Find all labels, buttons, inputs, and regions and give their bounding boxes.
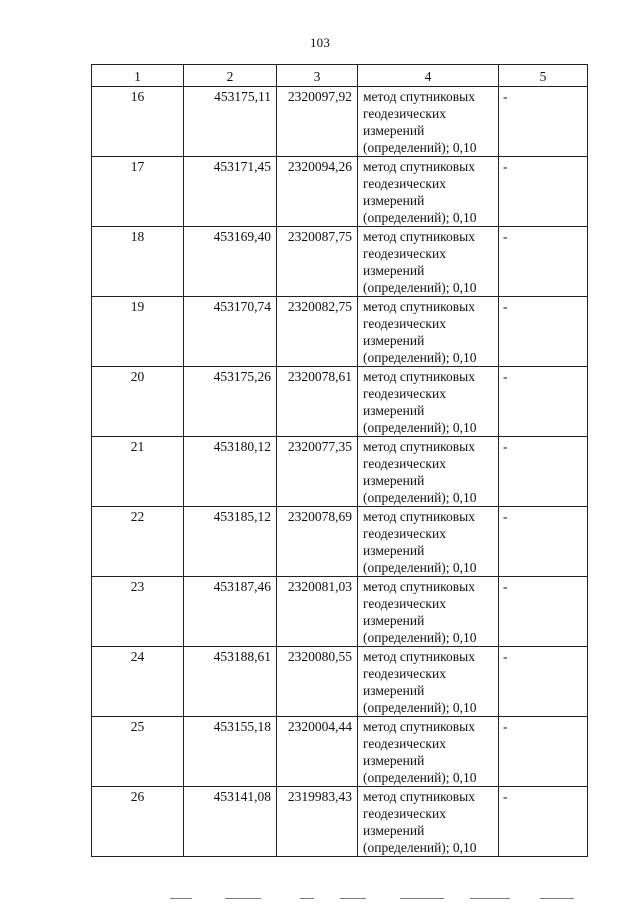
table-row	[92, 367, 588, 437]
method-text-line: геодезических	[363, 246, 446, 261]
method-cell	[358, 227, 499, 297]
x-coordinate-cell: 453185,12	[184, 507, 277, 577]
method-text-line: (определений); 0,10	[363, 490, 477, 505]
x-coordinate-cell: 453175,11	[184, 87, 277, 157]
method-text-line: измерений	[363, 823, 425, 838]
method-text-line: (определений); 0,10	[363, 840, 477, 855]
method-text-line: (определений); 0,10	[363, 280, 477, 295]
method-text-line: (определений); 0,10	[363, 350, 477, 365]
note-cell: -	[499, 577, 588, 647]
method-text-line: (определений); 0,10	[363, 560, 477, 575]
point-number-cell: 20	[92, 367, 184, 437]
method-text-line: измерений	[363, 473, 425, 488]
method-text-line: геодезических	[363, 176, 446, 191]
y-coordinate-cell: 2320087,75	[277, 227, 358, 297]
point-number-cell: 24	[92, 647, 184, 717]
method-text-line: измерений	[363, 123, 425, 138]
y-coordinate-cell: 2319983,43	[277, 787, 358, 857]
note-cell: -	[499, 647, 588, 717]
method-text-line: метод спутниковых	[363, 159, 475, 174]
method-cell	[358, 367, 499, 437]
method-text-line: (определений); 0,10	[363, 630, 477, 645]
point-number-cell: 17	[92, 157, 184, 227]
y-coordinate-cell: 2320094,26	[277, 157, 358, 227]
y-coordinate-cell: 2320077,35	[277, 437, 358, 507]
note-cell: -	[499, 717, 588, 787]
column-header: 4	[358, 65, 499, 87]
y-coordinate-cell: 2320081,03	[277, 577, 358, 647]
method-text-line: геодезических	[363, 526, 446, 541]
x-coordinate-cell: 453169,40	[184, 227, 277, 297]
method-text-line: метод спутниковых	[363, 649, 475, 664]
point-number-cell: 19	[92, 297, 184, 367]
point-number-cell: 18	[92, 227, 184, 297]
table-row	[92, 437, 588, 507]
note-cell: -	[499, 157, 588, 227]
method-text-line: метод спутниковых	[363, 369, 475, 384]
method-text-line: метод спутниковых	[363, 719, 475, 734]
method-text-line: (определений); 0,10	[363, 770, 477, 785]
y-coordinate-cell: 2320082,75	[277, 297, 358, 367]
column-header: 1	[92, 65, 184, 87]
method-cell	[358, 297, 499, 367]
y-coordinate-cell: 2320078,61	[277, 367, 358, 437]
coordinates-table-body	[92, 65, 588, 857]
method-text-line: метод спутниковых	[363, 579, 475, 594]
note-cell: -	[499, 787, 588, 857]
x-coordinate-cell: 453171,45	[184, 157, 277, 227]
x-coordinate-cell: 453180,12	[184, 437, 277, 507]
method-cell	[358, 647, 499, 717]
point-number-cell: 21	[92, 437, 184, 507]
method-text-line: измерений	[363, 333, 425, 348]
note-cell: -	[499, 297, 588, 367]
method-text-line: измерений	[363, 543, 425, 558]
method-text-line: геодезических	[363, 316, 446, 331]
method-text-line: метод спутниковых	[363, 229, 475, 244]
table-row	[92, 647, 588, 717]
method-cell	[358, 717, 499, 787]
point-number-cell: 25	[92, 717, 184, 787]
page-number: 103	[309, 35, 331, 50]
point-number-cell: 26	[92, 787, 184, 857]
point-number-cell: 16	[92, 87, 184, 157]
method-text-line: метод спутниковых	[363, 299, 475, 314]
y-coordinate-cell: 2320078,69	[277, 507, 358, 577]
note-cell: -	[499, 437, 588, 507]
table-row	[92, 577, 588, 647]
table-row	[92, 787, 588, 857]
note-cell: -	[499, 87, 588, 157]
coordinates-table	[91, 64, 588, 857]
table-row	[92, 227, 588, 297]
x-coordinate-cell: 453175,26	[184, 367, 277, 437]
y-coordinate-cell: 2320004,44	[277, 717, 358, 787]
table-row	[92, 87, 588, 157]
method-text-line: (определений); 0,10	[363, 420, 477, 435]
method-text-line: геодезических	[363, 386, 446, 401]
y-coordinate-cell: 2320097,92	[277, 87, 358, 157]
method-text-line: измерений	[363, 753, 425, 768]
method-text-line: измерений	[363, 263, 425, 278]
method-text-line: метод спутниковых	[363, 439, 475, 454]
column-header: 2	[184, 65, 277, 87]
method-text-line: геодезических	[363, 456, 446, 471]
method-text-line: измерений	[363, 193, 425, 208]
column-header: 3	[277, 65, 358, 87]
note-cell: -	[499, 507, 588, 577]
y-coordinate-cell: 2320080,55	[277, 647, 358, 717]
point-number-cell: 23	[92, 577, 184, 647]
method-text-line: метод спутниковых	[363, 789, 475, 804]
method-text-line: метод спутниковых	[363, 509, 475, 524]
method-text-line: геодезических	[363, 806, 446, 821]
x-coordinate-cell: 453188,61	[184, 647, 277, 717]
table-row	[92, 717, 588, 787]
point-number-cell: 22	[92, 507, 184, 577]
x-coordinate-cell: 453187,46	[184, 577, 277, 647]
note-cell: -	[499, 227, 588, 297]
x-coordinate-cell: 453155,18	[184, 717, 277, 787]
column-header: 5	[499, 65, 588, 87]
method-text-line: геодезических	[363, 736, 446, 751]
method-cell	[358, 437, 499, 507]
method-text-line: геодезических	[363, 106, 446, 121]
method-text-line: измерений	[363, 403, 425, 418]
page-bottom-edge-marks	[0, 896, 640, 902]
method-text-line: измерений	[363, 683, 425, 698]
method-cell	[358, 787, 499, 857]
method-cell	[358, 577, 499, 647]
x-coordinate-cell: 453170,74	[184, 297, 277, 367]
method-text-line: (определений); 0,10	[363, 210, 477, 225]
method-cell	[358, 87, 499, 157]
table-header-row	[92, 65, 588, 87]
method-text-line: геодезических	[363, 596, 446, 611]
method-text-line: (определений); 0,10	[363, 140, 477, 155]
method-text-line: (определений); 0,10	[363, 700, 477, 715]
table-row	[92, 157, 588, 227]
method-text-line: измерений	[363, 613, 425, 628]
table-row	[92, 507, 588, 577]
method-text-line: метод спутниковых	[363, 89, 475, 104]
table-row	[92, 297, 588, 367]
method-cell	[358, 507, 499, 577]
note-cell: -	[499, 367, 588, 437]
x-coordinate-cell: 453141,08	[184, 787, 277, 857]
method-cell	[358, 157, 499, 227]
method-text-line: геодезических	[363, 666, 446, 681]
